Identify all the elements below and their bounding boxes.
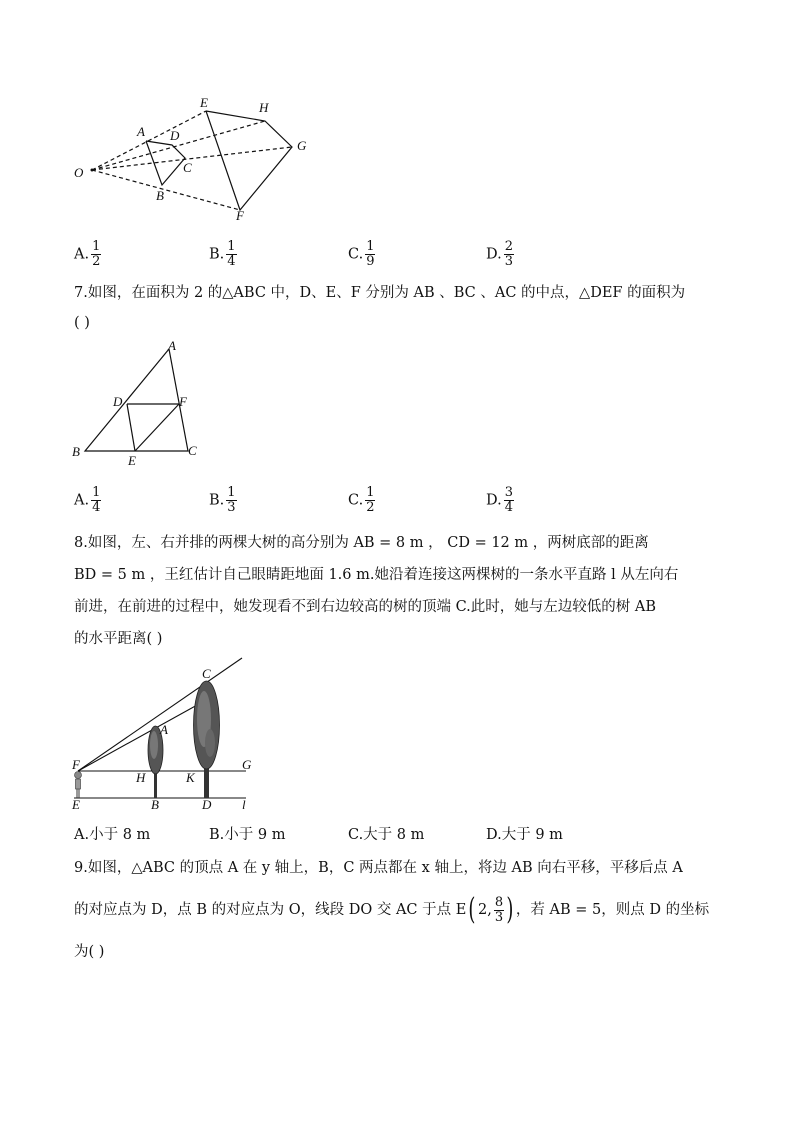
q6-option-a: A. $\frac{1}{2}$ <box>74 239 101 269</box>
label-E: E <box>72 797 80 812</box>
q9-stem-line1: 9.如图，△ABC 的顶点 A 在 y 轴上，B，C 两点都在 x 轴上，将边 AB 向右平移，平移后点 A <box>74 860 683 876</box>
label-A: A <box>137 124 145 139</box>
label-B: B <box>156 188 164 203</box>
figure-q6 <box>70 92 320 227</box>
label-D: D <box>202 797 212 812</box>
label-G: G <box>242 757 252 772</box>
q8-stem-line3: 前进，在前进的过程中，她发现看不到右边较高的树的顶端 C.此时，她与左边较低的树 AB <box>74 599 657 615</box>
label-D: D <box>170 128 180 143</box>
label-A: A <box>160 722 168 737</box>
q6-option-d: D. $\frac{2}{3}$ <box>486 239 513 269</box>
q7-stem-line2: ( ) <box>74 315 90 331</box>
figure-q7 <box>68 338 208 468</box>
q7-option-d: D. $\frac{3}{4}$ <box>486 485 513 515</box>
q9-stem-line2: 的对应点为 D，点 B 的对应点为 O，线段 DO 交 AC 于点 E( 2, $\frac{8}{3}$ ) ，若 AB = 5，则点 D 的坐标 <box>74 892 710 927</box>
q7-option-b: B. $\frac{1}{3}$ <box>209 485 236 515</box>
label-B: B <box>72 444 80 459</box>
label-C: C <box>188 443 197 458</box>
q6-option-b: B. $\frac{1}{4}$ <box>209 239 236 269</box>
q8-option-d: D.大于 9 m <box>486 827 563 843</box>
label-A: A <box>168 338 176 353</box>
q7-option-a: A. $\frac{1}{4}$ <box>74 485 101 515</box>
label-l: l <box>242 797 246 812</box>
q8-stem-line1: 8.如图，左、右并排的两棵大树的高分别为 AB = 8 m ， CD = 12 m ，两树底部的距离 <box>74 535 649 551</box>
label-E: E <box>200 95 208 110</box>
q7-option-c: C. $\frac{1}{2}$ <box>348 485 375 515</box>
label-K: K <box>186 770 195 785</box>
label-D: D <box>113 394 123 409</box>
label-C: C <box>183 160 192 175</box>
q8-option-c: C.大于 8 m <box>348 827 425 843</box>
q8-option-a: A.小于 8 m <box>74 827 151 843</box>
figure-q8 <box>68 655 258 815</box>
tree-cd <box>194 681 220 798</box>
label-E: E <box>128 453 136 468</box>
q7-stem-line1: 7.如图，在面积为 2 的△ABC 中，D、E、F 分别为 AB 、BC 、AC 的中点，△DEF 的面积为 <box>74 285 686 301</box>
label-H: H <box>259 100 269 115</box>
label-C: C <box>202 666 211 681</box>
label-O: O <box>74 165 84 180</box>
label-F: F <box>179 394 187 409</box>
label-F: F <box>72 757 80 772</box>
q8-stem-line4: 的水平距离( ) <box>74 631 163 647</box>
label-H: H <box>136 770 146 785</box>
q8-option-b: B.小于 9 m <box>209 827 286 843</box>
q8-stem-line2: BD = 5 m ，王红估计自己眼睛距地面 1.6 m.她沿着连接这两棵树的一条水平直路 l 从左向右 <box>74 567 679 583</box>
label-B: B <box>151 797 159 812</box>
q6-option-c: C. $\frac{1}{9}$ <box>348 239 375 269</box>
label-F: F <box>236 208 244 223</box>
label-G: G <box>297 138 307 153</box>
q9-stem-line3: 为( ) <box>74 944 105 960</box>
person-icon <box>75 772 82 799</box>
